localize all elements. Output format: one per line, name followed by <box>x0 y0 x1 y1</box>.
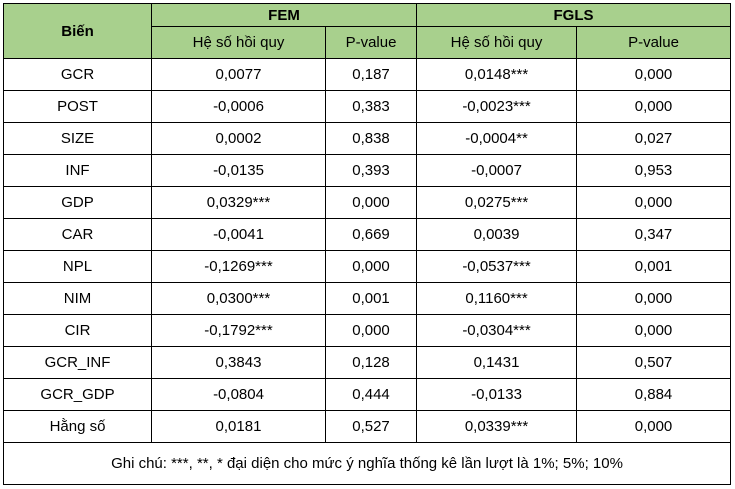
fem-pvalue-header: P-value <box>326 27 417 59</box>
regression-results-table <box>3 3 731 485</box>
variable-name-cell: NPL <box>4 251 152 283</box>
fem-pvalue-cell: 0,128 <box>326 347 417 379</box>
fgls-coef-cell: -0,0007 <box>417 155 577 187</box>
fem-pvalue-cell: 0,000 <box>326 187 417 219</box>
table-row <box>4 91 731 123</box>
fgls-coef-cell: 0,0148*** <box>417 59 577 91</box>
variable-name-cell: Hằng số <box>4 411 152 443</box>
table-note: Ghi chú: ***, **, * đại diện cho mức ý nghĩa thống kê lần lượt là 1%; 5%; 10% <box>4 443 731 485</box>
fgls-pvalue-cell: 0,000 <box>577 187 731 219</box>
fem-coef-cell: -0,1269*** <box>152 251 326 283</box>
fem-pvalue-cell: 0,187 <box>326 59 417 91</box>
fem-coef-cell: 0,0329*** <box>152 187 326 219</box>
fem-coef-cell: 0,0002 <box>152 123 326 155</box>
table-header-row <box>4 4 731 27</box>
fem-pvalue-cell: 0,669 <box>326 219 417 251</box>
table-row <box>4 123 731 155</box>
table-row <box>4 59 731 91</box>
table-body <box>4 59 731 443</box>
variable-name-cell: GCR_GDP <box>4 379 152 411</box>
table-row <box>4 411 731 443</box>
fem-coef-cell: -0,0804 <box>152 379 326 411</box>
fgls-pvalue-cell: 0,027 <box>577 123 731 155</box>
table-row <box>4 347 731 379</box>
variable-name-cell: NIM <box>4 283 152 315</box>
variable-name-cell: CIR <box>4 315 152 347</box>
fgls-pvalue-cell: 0,000 <box>577 59 731 91</box>
fgls-coef-cell: -0,0537*** <box>417 251 577 283</box>
fem-coef-cell: -0,1792*** <box>152 315 326 347</box>
fgls-coef-cell: 0,0275*** <box>417 187 577 219</box>
table-row <box>4 315 731 347</box>
fgls-coef-cell: -0,0004** <box>417 123 577 155</box>
table-row <box>4 251 731 283</box>
fem-coef-cell: 0,3843 <box>152 347 326 379</box>
fem-pvalue-cell: 0,001 <box>326 283 417 315</box>
table-row <box>4 283 731 315</box>
table-row <box>4 187 731 219</box>
fgls-pvalue-cell: 0,001 <box>577 251 731 283</box>
variable-name-cell: CAR <box>4 219 152 251</box>
fgls-coef-cell: -0,0023*** <box>417 91 577 123</box>
fgls-pvalue-cell: 0,000 <box>577 411 731 443</box>
variable-column-header: Biến <box>4 4 152 59</box>
fgls-pvalue-cell: 0,000 <box>577 91 731 123</box>
table-row <box>4 379 731 411</box>
fem-pvalue-cell: 0,527 <box>326 411 417 443</box>
variable-name-cell: INF <box>4 155 152 187</box>
fem-coef-cell: -0,0006 <box>152 91 326 123</box>
fgls-coef-cell: -0,0133 <box>417 379 577 411</box>
variable-name-cell: POST <box>4 91 152 123</box>
fgls-coef-cell: 0,1160*** <box>417 283 577 315</box>
variable-name-cell: GDP <box>4 187 152 219</box>
fem-coef-cell: 0,0181 <box>152 411 326 443</box>
fem-pvalue-cell: 0,393 <box>326 155 417 187</box>
variable-name-cell: GCR_INF <box>4 347 152 379</box>
fgls-coef-cell: 0,0039 <box>417 219 577 251</box>
fgls-pvalue-cell: 0,884 <box>577 379 731 411</box>
fem-coef-cell: -0,0041 <box>152 219 326 251</box>
fem-pvalue-cell: 0,444 <box>326 379 417 411</box>
variable-name-cell: GCR <box>4 59 152 91</box>
fem-coef-cell: 0,0300*** <box>152 283 326 315</box>
fem-pvalue-cell: 0,383 <box>326 91 417 123</box>
fem-pvalue-cell: 0,000 <box>326 251 417 283</box>
fgls-pvalue-cell: 0,347 <box>577 219 731 251</box>
fgls-group-header: FGLS <box>417 4 731 27</box>
fem-pvalue-cell: 0,838 <box>326 123 417 155</box>
table-row <box>4 155 731 187</box>
note-row <box>4 443 731 485</box>
fgls-pvalue-header: P-value <box>577 27 731 59</box>
fgls-pvalue-cell: 0,507 <box>577 347 731 379</box>
fgls-pvalue-cell: 0,000 <box>577 283 731 315</box>
fem-group-header: FEM <box>152 4 417 27</box>
fem-pvalue-cell: 0,000 <box>326 315 417 347</box>
fem-coef-cell: -0,0135 <box>152 155 326 187</box>
table-row <box>4 219 731 251</box>
variable-name-cell: SIZE <box>4 123 152 155</box>
fem-coef-cell: 0,0077 <box>152 59 326 91</box>
fgls-pvalue-cell: 0,953 <box>577 155 731 187</box>
fgls-coef-cell: -0,0304*** <box>417 315 577 347</box>
fgls-coef-cell: 0,0339*** <box>417 411 577 443</box>
fgls-coef-cell: 0,1431 <box>417 347 577 379</box>
fem-coef-header: Hệ số hồi quy <box>152 27 326 59</box>
fgls-coef-header: Hệ số hồi quy <box>417 27 577 59</box>
fgls-pvalue-cell: 0,000 <box>577 315 731 347</box>
